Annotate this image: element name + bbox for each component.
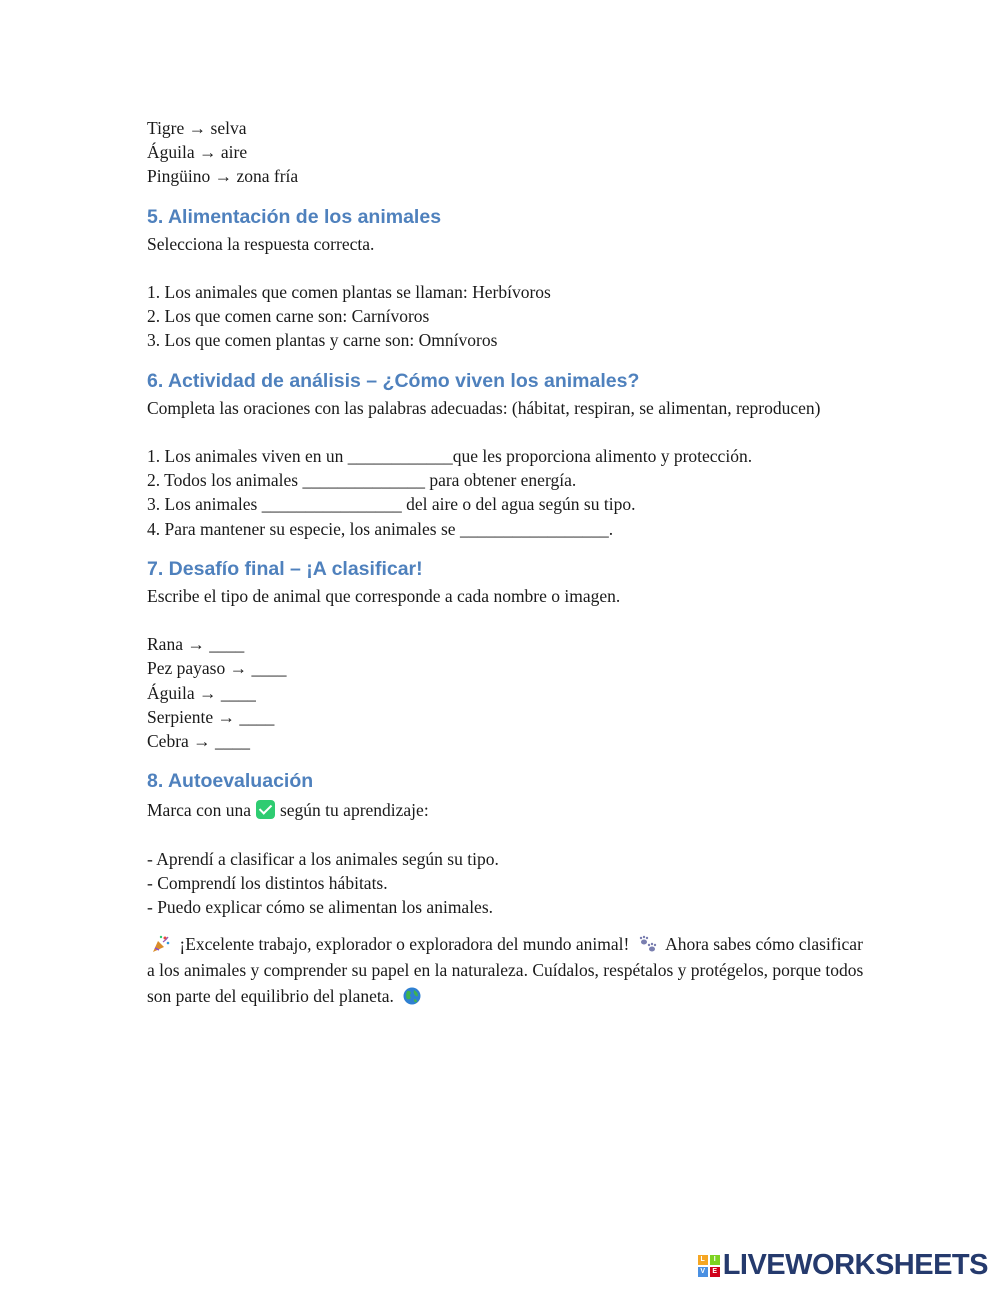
liveworksheets-logo [698, 1249, 988, 1282]
check-mark-icon [256, 800, 275, 819]
section-6-item[interactable]: 1. Los animales viven en un ____________que les proporciona alimento y protección. [147, 446, 753, 466]
section-6-item[interactable]: 4. Para mantener su especie, los animales se _________________. [147, 518, 614, 539]
closing-paragraph [147, 931, 867, 1009]
party-popper-icon [151, 934, 171, 954]
intro-line: Pingüino → zona fría [147, 166, 299, 187]
section-7-item[interactable]: Águila → ____ [147, 682, 256, 703]
section-5-item: 3. Los que comen plantas y carne son: Omnívoros [147, 330, 498, 351]
logo-blocks-icon [698, 1255, 720, 1277]
instruction-text-after: según tu aprendizaje: [279, 800, 429, 821]
spacer [147, 420, 867, 444]
section-7-item[interactable]: Rana → ____ [147, 634, 245, 655]
section-8-item[interactable]: - Comprendí los distintos hábitats. [147, 872, 388, 893]
section-5-item: 1. Los animales que comen plantas se llaman: Herbívoros [147, 282, 551, 302]
spacer [147, 256, 867, 280]
instruction-text-before: Marca con una [147, 800, 251, 821]
section-6-heading: 6. Actividad de análisis – ¿Cómo viven los animales? [147, 369, 640, 392]
section-7-instruction: Escribe el tipo de animal que corresponde a cada nombre o imagen. [147, 585, 621, 606]
intro-list [147, 116, 867, 189]
paw-prints-icon [638, 934, 658, 954]
worksheet-page [147, 116, 867, 1009]
closing-text-2: Ahora sabes cómo clasificar a los animales y comprender su papel en la naturaleza. Cuídalos, respétalos y protégelos, porque todos son parte del equilibrio del planeta. [147, 934, 864, 1007]
section-8-instruction [147, 798, 867, 822]
section-8-heading: 8. Autoevaluación [147, 770, 314, 793]
section-5-heading: 5. Alimentación de los animales [147, 205, 442, 228]
section-5-item: 2. Los que comen carne son: Carnívoros [147, 306, 430, 327]
logo-block: V [698, 1267, 708, 1277]
section-6-item[interactable]: 3. Los animales ________________ del aire o del agua según su tipo. [147, 494, 636, 515]
spacer [147, 822, 867, 846]
logo-block: E [710, 1267, 720, 1277]
section-7-item[interactable]: Pez payaso → ____ [147, 658, 287, 679]
logo-text: LIVEWORKSHEETS [722, 1249, 988, 1281]
section-6-instruction: Completa las oraciones con las palabras adecuadas: (hábitat, respiran, se alimentan, reproducen) [147, 397, 821, 418]
logo-block: L [698, 1255, 708, 1265]
section-7-item[interactable]: Serpiente → ____ [147, 706, 275, 727]
section-7-item[interactable]: Cebra → ____ [147, 731, 251, 752]
section-8-item[interactable]: - Puedo explicar cómo se alimentan los animales. [147, 897, 494, 918]
section-7-heading: 7. Desafío final – ¡A clasificar! [147, 557, 423, 580]
section-8-item[interactable]: - Aprendí a clasificar a los animales según su tipo. [147, 848, 499, 869]
section-6-item[interactable]: 2. Todos los animales ______________ para obtener energía. [147, 470, 577, 491]
closing-text-1: ¡Excelente trabajo, explorador o exploradora del mundo animal! [179, 934, 630, 955]
section-5-instruction: Selecciona la respuesta correcta. [147, 233, 375, 254]
intro-line: Tigre → selva [147, 118, 247, 138]
globe-icon [402, 986, 422, 1006]
logo-block: I [710, 1255, 720, 1265]
intro-line: Águila → aire [147, 142, 248, 163]
spacer [147, 608, 867, 632]
